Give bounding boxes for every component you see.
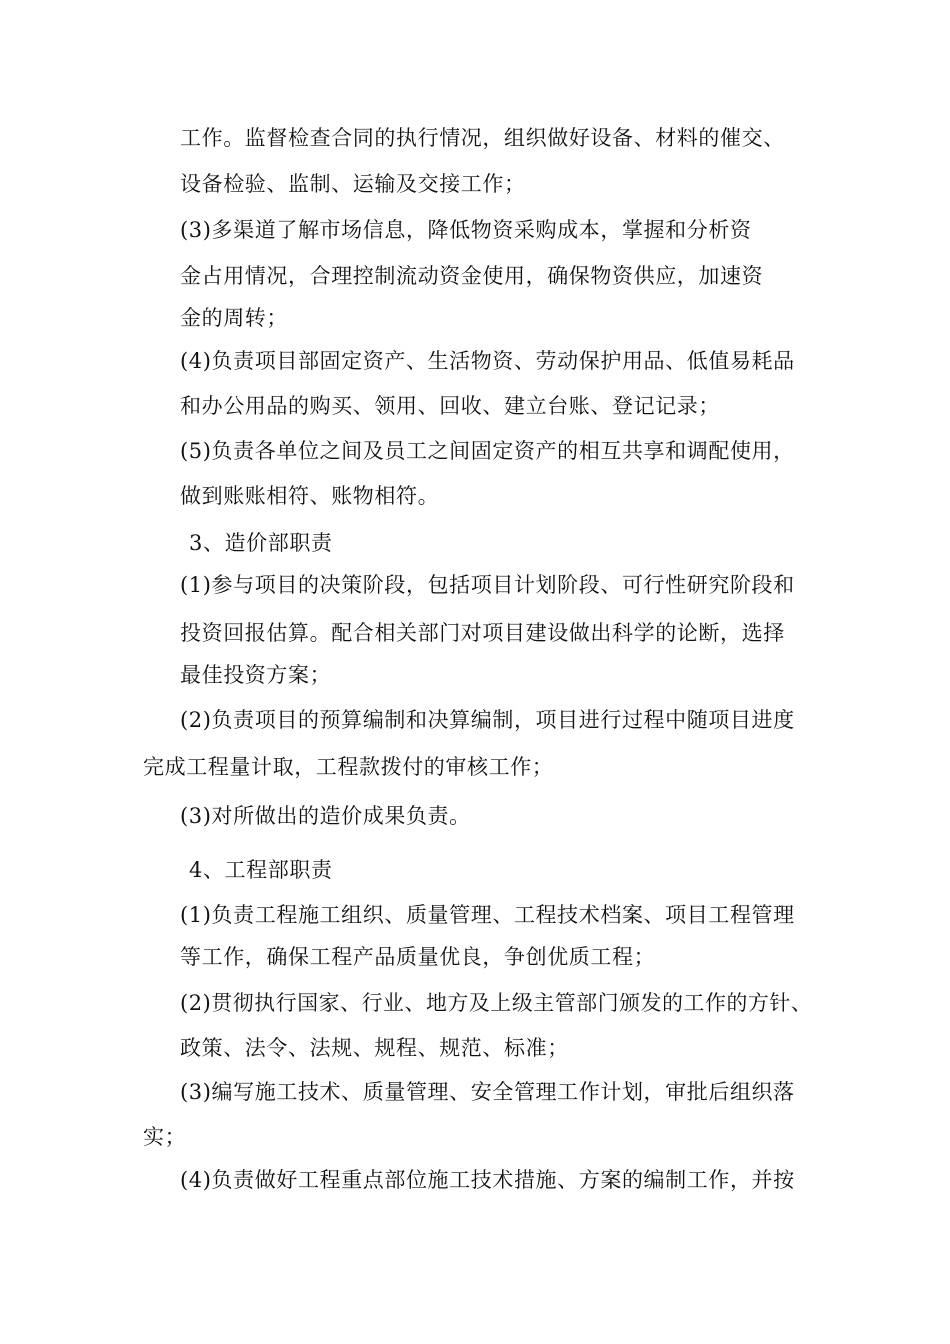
- text-line: 实；: [143, 1125, 187, 1149]
- text-line: (4)负责做好工程重点部位施工技术措施、方案的编制工作，并按: [180, 1168, 795, 1192]
- text-line: (5)负责各单位之间及员工之间固定资产的相互共享和调配使用，: [180, 439, 795, 463]
- text-line: (4)负责项目部固定资产、生活物资、劳动保护用品、低值易耗品: [180, 349, 795, 373]
- text-line: (3)对所做出的造价成果负责。: [180, 804, 471, 828]
- text-line: (3)编写施工技术、质量管理、安全管理工作计划，审批后组织落: [180, 1080, 795, 1104]
- text-line: (1)负责工程施工组织、质量管理、工程技术档案、项目工程管理: [180, 903, 795, 927]
- text-line: 工作。监督检查合同的执行情况，组织做好设备、材料的催交、: [180, 126, 785, 150]
- text-line: 设备检验、监制、运输及交接工作；: [180, 172, 526, 196]
- section-heading: 3、造价部职责: [189, 531, 333, 555]
- text-line: 政策、法令、法规、规程、规范、标准；: [180, 1036, 569, 1060]
- text-line: 完成工程量计取，工程款拨付的审核工作；: [143, 755, 554, 779]
- section-heading: 4、工程部职责: [189, 858, 333, 882]
- text-line: 投资回报估算。配合相关部门对项目建设做出科学的论断，选择: [180, 621, 785, 645]
- text-line: 金占用情况，合理控制流动资金使用，确保物资供应，加速资: [180, 264, 764, 288]
- text-line: 和办公用品的购买、领用、回收、建立台账、登记记录；: [180, 394, 720, 418]
- text-line: 等工作，确保工程产品质量优良，争创优质工程；: [180, 945, 656, 969]
- text-line: (3)多渠道了解市场信息，降低物资采购成本，掌握和分析资: [180, 218, 752, 242]
- text-line: (1)参与项目的决策阶段，包括项目计划阶段、可行性研究阶段和: [180, 573, 795, 597]
- text-line: (2)贯彻执行国家、行业、地方及上级主管部门颁发的工作的方针、: [180, 991, 813, 1015]
- text-line: 金的周转；: [180, 306, 288, 330]
- text-line: 做到账账相符、账物相符。: [180, 484, 440, 508]
- text-line: (2)负责项目的预算编制和决算编制，项目进行过程中随项目进度: [180, 708, 795, 732]
- text-line: 最佳投资方案；: [180, 663, 332, 687]
